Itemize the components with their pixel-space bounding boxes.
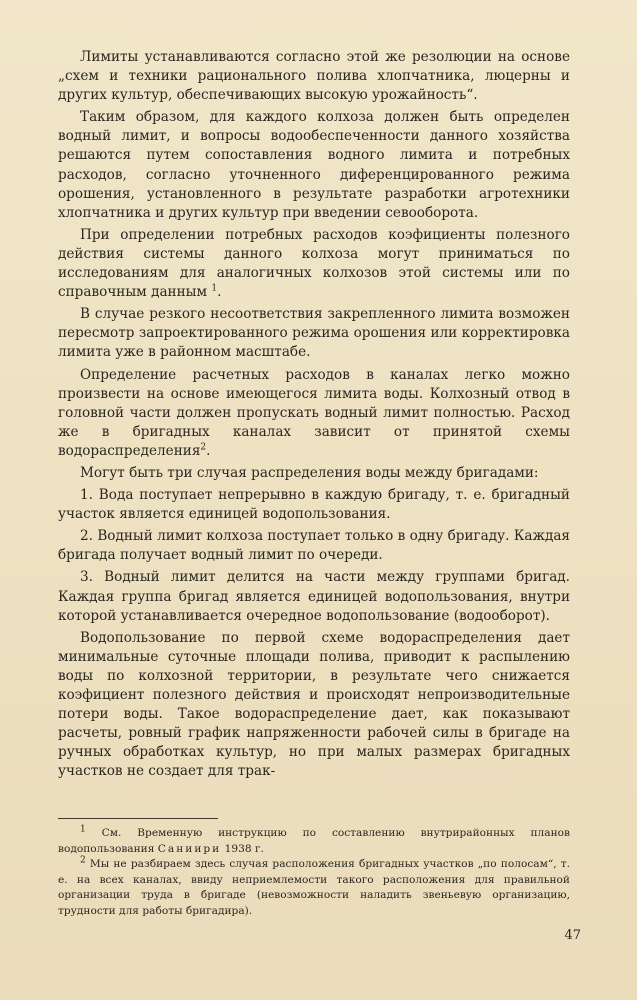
list-item: 1. Вода поступает непрерывно в каждую бригаду, т. е. бригадный участок является единицей водопользования. xyxy=(58,487,570,523)
paragraph-text: При определении потребных расходов коэфициенты полезного действия системы данного колхоза могут приниматься по исследованиям для аналогичных колхозов этой системы или по справочным данным xyxy=(58,226,570,301)
footnote-divider xyxy=(58,818,218,819)
footnote-mark: 2 xyxy=(80,855,86,866)
body-text xyxy=(58,48,570,781)
paragraph xyxy=(58,226,570,302)
footnote-spaced-word: Саниири xyxy=(157,842,222,855)
paragraph: Лимиты устанавливаются согласно этой же резолюции на основе „схем и техники рационального полива хлопчатника, люцерны и других культур, обеспечивающих высокую урожайность“. xyxy=(58,49,570,104)
footnote xyxy=(58,826,570,857)
footnote-mark: 1 xyxy=(80,824,86,835)
paragraph-text: Определение расчетных расходов в каналах легко можно произвести на основе имеющегося лимита воды. Колхозный отвод в головной части должен пропускать водный лимит полностью. Расход же в бригадных каналах зависит от принятой схемы водораспределения xyxy=(58,366,570,459)
paragraph-end: . xyxy=(206,442,211,459)
footnote-ref: 2 xyxy=(200,442,207,453)
footnote-text-end: 1938 г. xyxy=(221,842,264,855)
footnote xyxy=(58,857,570,919)
footnotes xyxy=(58,826,570,920)
page-number: 47 xyxy=(564,928,581,943)
footnote-ref: 1 xyxy=(211,283,218,294)
paragraph: Водопользование по первой схеме водораспределения дает минимальные суточные площади полива, приводит к распылению воды по колхозной территории, в результате чего снижается коэфициент полезного действия и происходят непроизводительные потери воды. Такое водораспределение дает, как показывают расчеты, ровный график напряженности рабочей силы в бригаде на ручных обработках культур, но при малых размерах бригадных участков не создает для трак- xyxy=(58,629,570,780)
paragraph: Могут быть три случая распределения воды между бригадами: xyxy=(80,464,539,481)
list-item: 2. Водный лимит колхоза поступает только в одну бригаду. Каждая бригада получает водный лимит по очереди. xyxy=(58,528,570,564)
footnote-text: Мы не разбираем здесь случая расположения бригадных участков „по полосам“, т. е. на всех каналах, ввиду неприемлемости такого расположения для правильной организации труда в бригаде (невозможности наладить звеньевую организацию, трудности для работы бригадира). xyxy=(58,858,570,917)
paragraph xyxy=(58,366,570,461)
paragraph-end: . xyxy=(217,284,222,301)
paragraph: Таким образом, для каждого колхоза должен быть определен водный лимит, и вопросы водообеспеченности данного хозяйства решаются путем сопоставления водного лимита и потребных расходов, согласно уточненного диференцированного режима орошения, установленного в результате разработки агротехники хлопчатника и других культур при введении севооборота. xyxy=(58,109,570,221)
footnote-text: См. Временную инструкцию по составлению внутрирайонных планов водопользования xyxy=(58,827,570,855)
list-item: 3. Водный лимит делится на части между группами бригад. Каждая группа бригад является единицей водопользования, внутри которой устанавливается очередное водопользование (водооборот). xyxy=(58,569,570,624)
paragraph: В случае резкого несоответствия закрепленного лимита возможен пересмотр запроектированного режима орошения или корректировка лимита уже в районном масштабе. xyxy=(58,306,570,361)
